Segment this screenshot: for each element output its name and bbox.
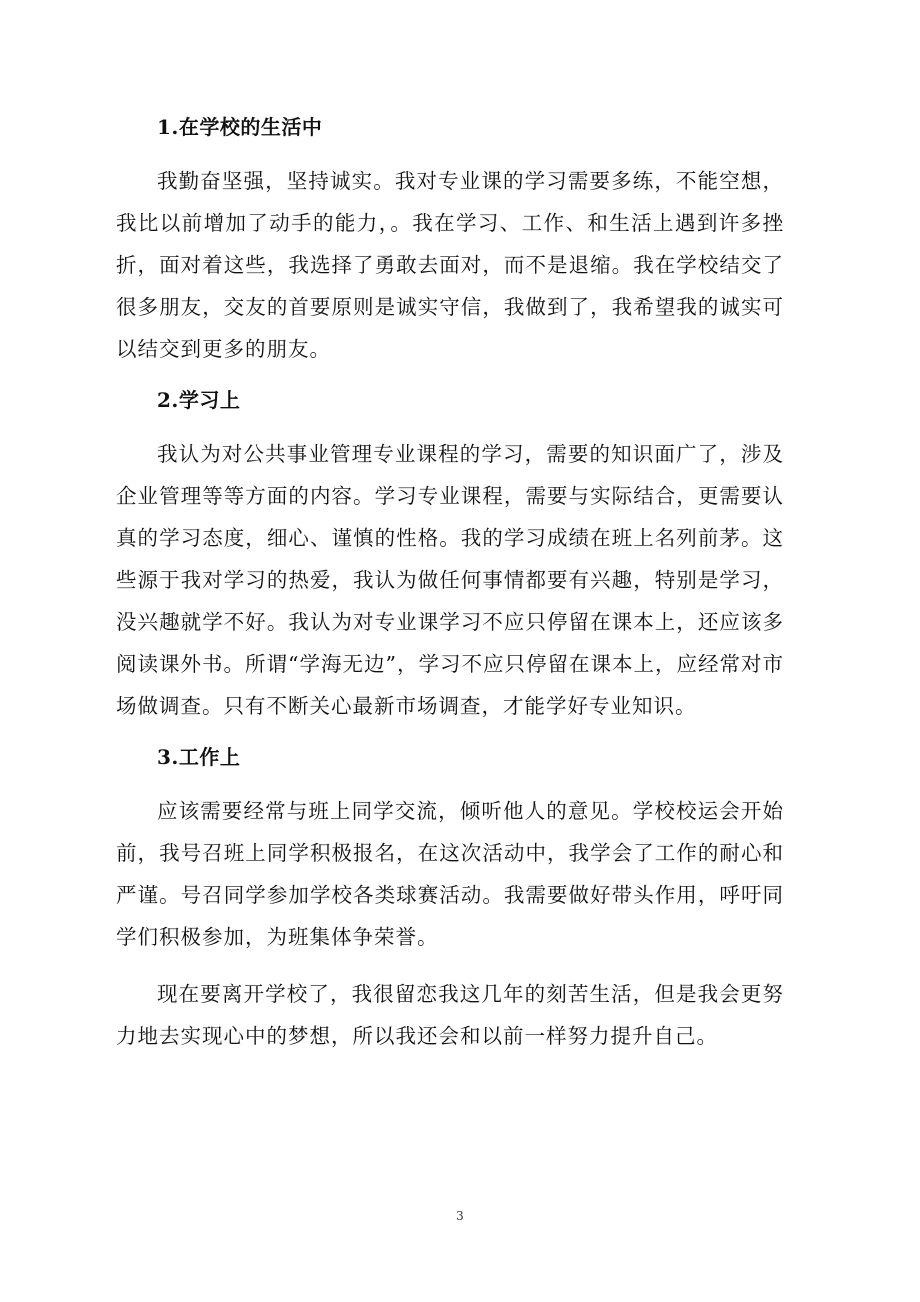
section-paragraph-work: 应该需要经常与班上同学交流，倾听他人的意见。学校校运会开始前，我号召班上同学积极报名，在这次活动中，我学会了工作的耐心和严谨。号召同学参加学校各类球赛活动。我需要做好带头作用，呼吁同学们积极参加，为班集体争荣誉。: [116, 799, 784, 949]
closing-paragraph: 现在要离开学校了，我很留恋我这几年的刻苦生活，但是我会更努力地去实现心中的梦想，所以我还会和以前一样努力提升自己。: [116, 982, 784, 1048]
section-paragraph-school-life: 我勤奋坚强，坚持诚实。我对专业课的学习需要多练，不能空想，我比以前增加了动手的能力，。我在学习、工作、和生活上遇到许多挫折，面对着这些，我选择了勇敢去面对，而不是退缩。我在学校结交了很多朋友，交友的首要原则是诚实守信，我做到了，我希望我的诚实可以结交到更多的朋友。: [116, 169, 784, 361]
section-heading-study: 2.学习上: [157, 388, 241, 412]
document-body: [116, 112, 784, 1072]
page-number: 3: [456, 1209, 464, 1223]
section-heading-work: 3.工作上: [157, 745, 241, 769]
section-paragraph-study: 我认为对公共事业管理专业课程的学习，需要的知识面广了，涉及企业管理等等方面的内容。学习专业课程，需要与实际结合，更需要认真的学习态度，细心、谨慎的性格。我的学习成绩在班上名列前茅。这些源于我对学习的热爱，我认为做任何事情都要有兴趣，特别是学习，没兴趣就学不好。我认为对专业课学习不应只停留在课本上，还应该多阅读课外书。所谓“学海无边”，学习不应只停留在课本上，应经常对市场做调查。只有不断关心最新市场调查，才能学好专业知识。: [116, 442, 784, 718]
section-heading-school-life: 1.在学校的生活中: [157, 115, 323, 139]
